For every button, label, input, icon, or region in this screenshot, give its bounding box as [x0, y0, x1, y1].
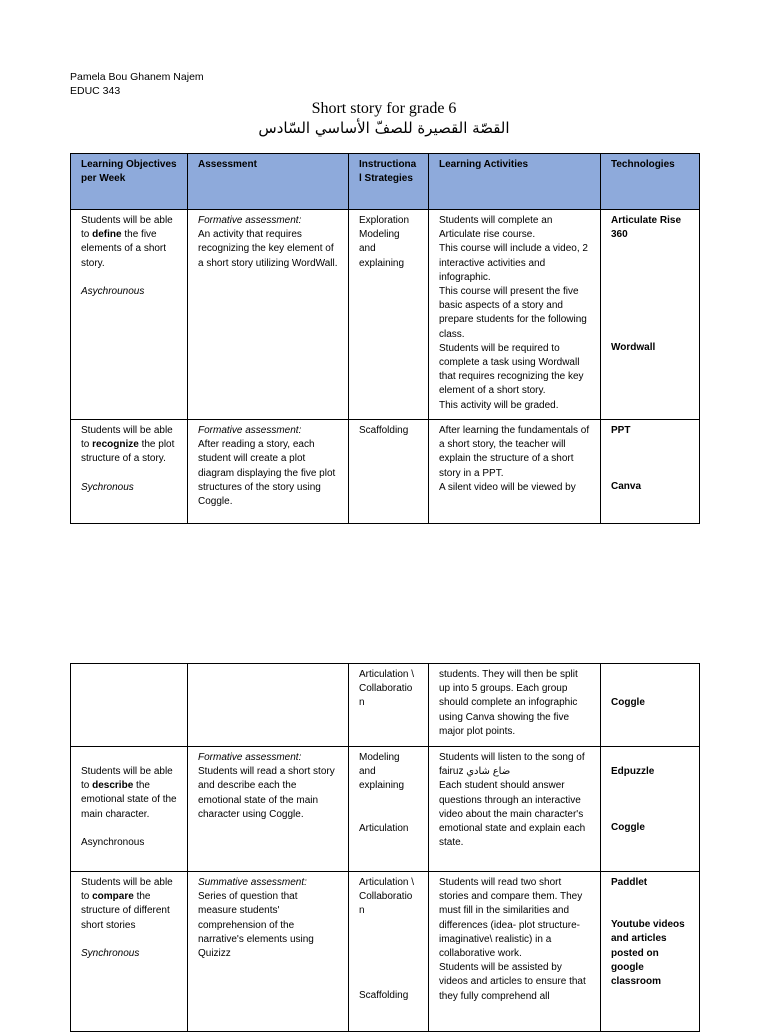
strategies-cell: Scaffolding [349, 420, 429, 524]
header-activities: Learning Activities [429, 154, 601, 210]
assessment-cell: Summative assessment: Series of question that measure students' comprehension of the narrative's elements using Quizizz [188, 872, 349, 1032]
page-title: Short story for grade 6 [311, 100, 457, 117]
lesson-plan-table-1 [70, 153, 700, 524]
page-subtitle-arabic: القصّة القصيرة للصفّ الأساسي السّادس [258, 119, 510, 137]
activities-cell: After learning the fundamentals of a short story, the teacher will explain the structure of a short story in a PPT. A silent video will be viewed by [429, 420, 601, 524]
strategies-cell: Modeling and explaining Articulation [349, 747, 429, 872]
assessment-cell: Formative assessment: An activity that requires recognizing the key element of a short story utilizing WordWall. [188, 210, 349, 420]
table-row [71, 664, 700, 747]
objective-cell [71, 664, 188, 747]
header-strategies: Instructiona l Strategies [349, 154, 429, 210]
table-row [71, 420, 700, 524]
objective-cell: Students will be able to define the five elements of a short story. Asychrounous [71, 210, 188, 420]
table-row [71, 210, 700, 420]
header-technologies: Technologies [601, 154, 700, 210]
assessment-cell: Formative assessment: After reading a story, each student will create a plot diagram displaying the five plot structures of the story using Coggle. [188, 420, 349, 524]
objective-cell: Students will be able to describe the emotional state of the main character. Asynchronous [71, 747, 188, 872]
course-code: EDUC 343 [70, 85, 121, 97]
objective-cell: Students will be able to recognize the plot structure of a story. Sychronous [71, 420, 188, 524]
delivery-mode: Synchronous [81, 947, 140, 959]
activities-cell: Students will complete an Articulate rise course. This course will include a video, 2 interactive activities and infographic. This course will present the five basic aspects of a story and prepare students for the following class. Students will be required to complete a task using Wordwall that requires recognizing the key element of a short story. This activity will be graded. [429, 210, 601, 420]
technologies-cell: Paddlet Youtube videos and articles posted on google classroom [601, 872, 700, 1032]
header-objectives: Learning Objectives per Week [71, 154, 188, 210]
table-row [71, 747, 700, 872]
activities-cell: Students will read two short stories and compare them. They must fill in the similarities and differences (idea- plot structure-imaginative\ realistic) in a collaborative work. Students will be assisted by videos and articles to ensure that they fully comprehend all [429, 872, 601, 1032]
strategies-cell: Exploration Modeling and explaining [349, 210, 429, 420]
table-header-row [71, 154, 700, 210]
activities-cell: students. They will then be split up into 5 groups. Each group should complete an infographic using Canva showing the five major plot points. [429, 664, 601, 747]
strategies-cell: Articulation \ Collaboratio n [349, 664, 429, 747]
objective-cell: Students will be able to compare the structure of different short stories Synchronous [71, 872, 188, 1032]
technologies-cell: Articulate Rise 360 Wordwall [601, 210, 700, 420]
author-name: Pamela Bou Ghanem Najem [70, 71, 204, 83]
assessment-cell: Formative assessment: Students will read a short story and describe each the emotional state of the main character using Coggle. [188, 747, 349, 872]
technologies-cell: Coggle [601, 664, 700, 747]
delivery-mode: Sychronous [81, 481, 134, 493]
activities-cell: Students will listen to the song of fairuz ضاع شادي Each student should answer questions through an interactive video about the main character's emotional state and explain each state. [429, 747, 601, 872]
delivery-mode: Asynchronous [81, 836, 145, 848]
assessment-cell [188, 664, 349, 747]
author-block [70, 70, 204, 98]
delivery-mode: Asychrounous [81, 285, 145, 297]
lesson-plan-table-2 [70, 663, 700, 1032]
table-row [71, 872, 700, 1032]
technologies-cell: PPT Canva [601, 420, 700, 524]
technologies-cell: Edpuzzle Coggle [601, 747, 700, 872]
strategies-cell: Articulation \ Collaboratio n Scaffolding [349, 872, 429, 1032]
header-assessment: Assessment [188, 154, 349, 210]
